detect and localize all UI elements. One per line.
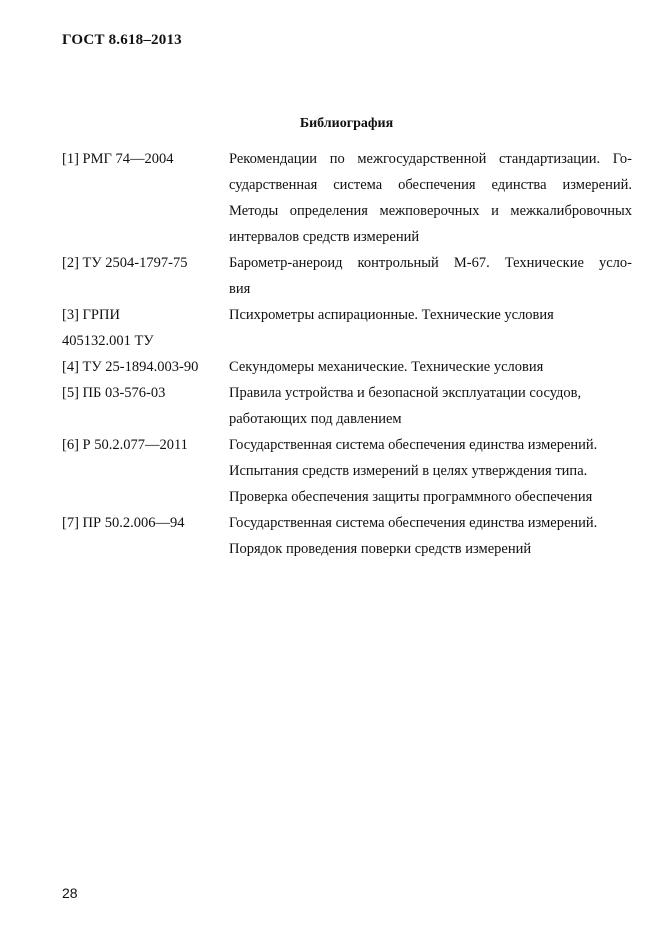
description-line: Методы определения межповерочных и межкалибровочных [229,203,632,219]
bibliography-entry [62,250,632,302]
entry-description [229,510,632,562]
bibliography-entry [62,354,632,380]
entry-description [229,354,632,380]
standard-designation: ГОСТ 8.618–2013 [62,32,182,48]
description-line: Рекомендации по межгосударственной стандартизации. Го- [229,151,632,167]
description-line: Проверка обеспечения защиты программного обеспечения [229,489,593,505]
description-line: Испытания средств измерений в целях утверждения типа. [229,463,588,479]
entry-reference [62,250,229,302]
entry-description [229,432,632,510]
description-line: Секундомеры механические. Технические условия [229,359,544,375]
description-line: Государственная система обеспечения единства измерений. [229,437,598,453]
description-line: интервалов средств измерений [229,229,420,245]
description-line: вия [229,281,251,297]
description-line: Психрометры аспирационные. Технические условия [229,307,554,323]
bibliography-entry [62,380,632,432]
reference-line: [1] РМГ 74—2004 [62,151,174,167]
description-line: Правила устройства и безопасной эксплуатации сосудов, [229,385,582,401]
description-line: сударственная система обеспечения единства измерений. [229,177,632,193]
reference-line: [3] ГРПИ [62,307,120,323]
entry-reference [62,380,229,432]
entry-reference [62,354,229,380]
entry-description [229,146,632,250]
page-number: 28 [62,885,78,901]
bibliography-entry [62,510,632,562]
description-line: Порядок проведения поверки средств измерений [229,541,532,557]
reference-line: [5] ПБ 03-576-03 [62,385,166,401]
entry-reference [62,146,229,250]
description-line: Барометр-анероид контрольный М-67. Технические усло- [229,255,632,271]
entry-reference [62,432,229,510]
bibliography-entry [62,302,632,354]
description-line: работающих под давлением [229,411,402,427]
reference-line: [7] ПР 50.2.006—94 [62,515,185,531]
description-line: Государственная система обеспечения единства измерений. [229,515,598,531]
reference-line: 405132.001 ТУ [62,333,154,349]
entry-description [229,380,632,432]
reference-line: [2] ТУ 2504-1797-75 [62,255,188,271]
reference-line: [6] Р 50.2.077—2011 [62,437,188,453]
bibliography-list [62,146,632,562]
entry-reference [62,510,229,562]
entry-description [229,250,632,302]
section-title: Библиография [299,116,394,131]
entry-reference [62,302,229,354]
entry-description [229,302,632,354]
bibliography-entry [62,146,632,250]
bibliography-entry [62,432,632,510]
reference-line: [4] ТУ 25-1894.003-90 [62,359,199,375]
